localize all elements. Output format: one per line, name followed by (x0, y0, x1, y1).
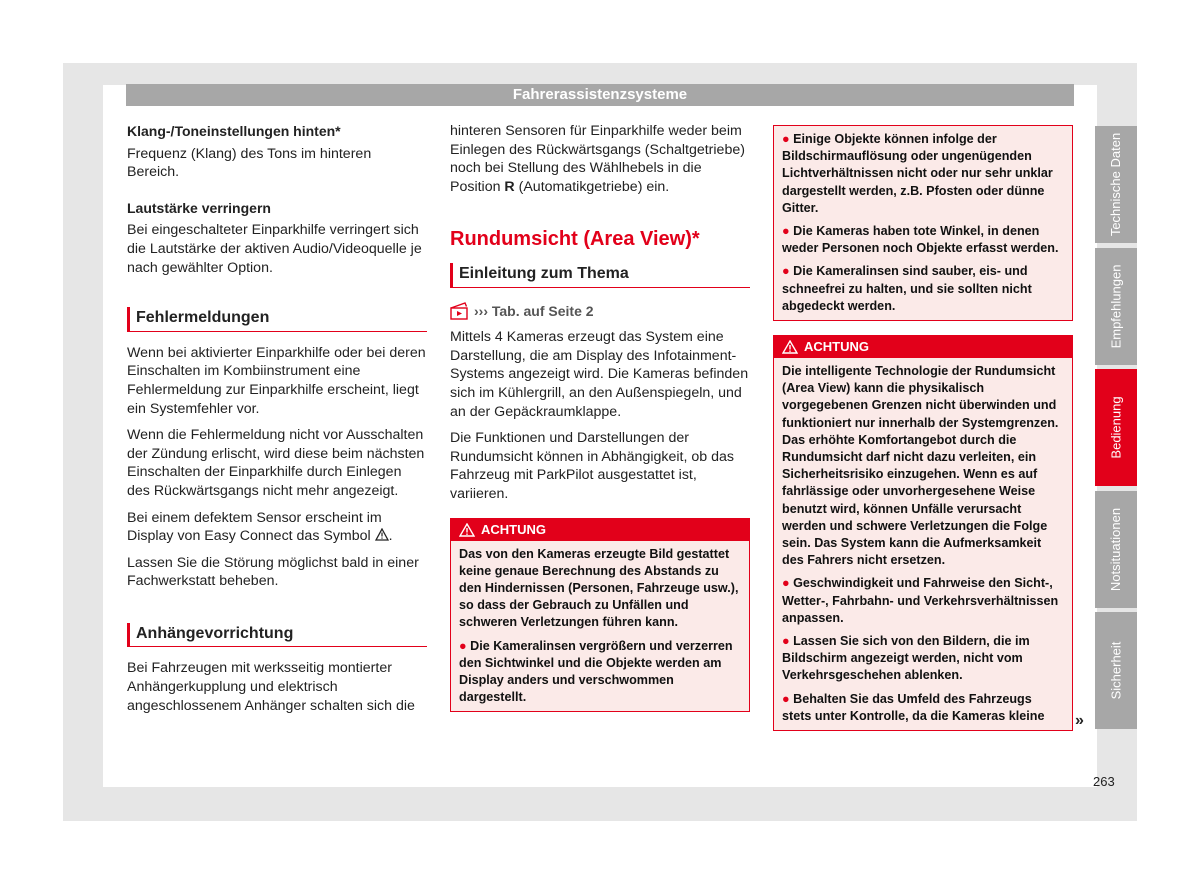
side-tab-bedienung[interactable] (1095, 369, 1137, 486)
subheading-lautstaerke: Lautstärke verringern (127, 199, 271, 216)
paragraph: Frequenz (Klang) des Tons im hinteren Bereich. (127, 145, 372, 181)
section-heading-fehlermeldungen: Fehlermeldungen (127, 307, 427, 332)
warning-bullet (782, 691, 1064, 725)
bullet-icon: ● (782, 264, 790, 279)
bullet-icon: ● (782, 634, 790, 649)
paragraph (450, 122, 750, 196)
paragraph: Mittels 4 Kameras erzeugt das System eine Darstellung, die am Display des Infotainment-Systems angezeigt wird. Die Kameras befinden sich im Kühlergrill, an den Außenspiegeln, und an der Gepäckraumklappe. (450, 329, 749, 420)
main-heading: Rundumsicht (Area View)* (450, 228, 700, 251)
warning-box (450, 518, 750, 713)
bullet-icon: ● (782, 691, 790, 706)
warning-bullet-text: Geschwindigkeit und Fahrweise den Sicht-, Wetter-, Fahrbahn- und Verkehrsverhältnissen anpassen. (782, 576, 1059, 625)
paragraph (127, 509, 427, 546)
warning-text: Das von den Kameras erzeugte Bild gestattet keine genaue Berechnung des Abstands zu den Hindernissen (Personen, Fahrzeuge usw.), so dass der Gebrauch zu Unfällen und schweren Verletzungen führen kann. (459, 546, 739, 630)
warning-bullet (782, 131, 1064, 217)
bullet-icon: ● (459, 638, 467, 653)
table-reference-link[interactable]: ››› Tab. auf Seite 2 (474, 302, 594, 319)
warning-icon (782, 340, 798, 354)
paragraph-text: Bei einem defektem Sensor erscheint im Display von Easy Connect das Symbol (127, 509, 382, 545)
side-tab-technische-daten[interactable] (1095, 126, 1137, 243)
warning-bullet (782, 575, 1064, 627)
paragraph-text: hinteren Sensoren für Einparkhilfe weder beim Einlegen des Rückwärtsgangs (Schaltgetriebe) noch bei Stellung des Wählhebels in die Position (450, 123, 745, 195)
warning-bullet (459, 638, 741, 707)
paragraph: Bei Fahrzeugen mit werksseitig montierter Anhängerkupplung und elektrisch angeschlossenem Anhänger schalten sich die (127, 660, 415, 714)
paragraph-text-end: . (388, 528, 393, 545)
warning-header (774, 336, 1072, 358)
subheading-klang: Klang-/Toneinstellungen hinten* (127, 123, 341, 139)
warning-bullet (782, 223, 1064, 257)
warning-continuation-box (773, 125, 1073, 321)
side-tab-label: Technische Daten (1108, 132, 1124, 237)
warning-bullet-text: Lassen Sie sich von den Bildern, die im Bildschirm angezeigt werden, nicht vom Verkehrsgeschehen ablenken. (782, 634, 1030, 683)
column-1 (127, 122, 427, 723)
continue-mark: » (1075, 712, 1084, 729)
section-heading-anhaengevorrichtung: Anhängevorrichtung (127, 623, 427, 648)
side-tab-sicherheit[interactable] (1095, 612, 1137, 729)
table-reference[interactable] (450, 302, 750, 321)
page-number: 263 (1093, 774, 1115, 789)
gear-position: R (504, 178, 515, 195)
column-3 (773, 125, 1073, 731)
side-tab-label: Notsituationen (1108, 507, 1124, 592)
bullet-icon: ● (782, 132, 790, 146)
warning-text: Die intelligente Technologie der Rundumsicht (Area View) kann die physikalisch vorgegebenen Grenzen nicht überwinden und funktioniert nur innerhalb der Systemgrenzen. Das erhöhte Komfortangebot durch die Rundumsicht darf nicht dazu verleiten, ein Sicherheitsrisiko einzugehen. Wenn es auf fahrlässige oder unvorhergesehene Weise benutzt wird, können Unfälle verursacht werden und schwere Verletzungen die Folge sein. Das System kann die Aufmerksamkeit des Fahrers nicht ersetzen. (782, 364, 1059, 568)
chapter-header: Fahrerassistenzsysteme (126, 84, 1074, 106)
warning-body (774, 126, 1072, 320)
side-tab-empfehlungen[interactable] (1095, 248, 1137, 365)
warning-bullet-text: Die Kameralinsen vergrößern und verzerren den Sichtwinkel und die Objekte werden am Display anders und verschwommen dargestellt. (459, 638, 733, 705)
paragraph: Wenn die Fehlermeldung nicht vor Ausschalten der Zündung erlischt, wird diese beim nächsten Einschalten der Einparkhilfe durch Einlegen des Rückwärtsgangs nicht mehr angezeigt. (127, 427, 425, 499)
side-tab-notsituationen[interactable] (1095, 491, 1137, 608)
bullet-icon: ● (782, 576, 790, 591)
paragraph: Wenn bei aktivierter Einparkhilfe oder bei deren Einschalten im Kombiinstrument eine Fehlermeldung zur Einparkhilfe erscheint, liegt ein Systemfehler vor. (127, 344, 426, 417)
warning-title: ACHTUNG (804, 339, 869, 355)
warning-bullet-text: Die Kameras haben tote Winkel, in denen weder Personen noch Objekte erfasst werden. (782, 224, 1059, 256)
warning-body (774, 358, 1072, 730)
warning-icon (459, 523, 475, 537)
side-tab-label: Bedienung (1108, 396, 1124, 459)
warning-triangle-icon (375, 528, 389, 541)
warning-header (451, 519, 749, 541)
warning-bullet-text: Behalten Sie das Umfeld des Fahrzeugs stets unter Kontrolle, da die Kameras kleine (782, 691, 1045, 723)
warning-bullet (782, 633, 1064, 685)
side-tab-label: Empfehlungen (1108, 264, 1124, 349)
warning-title: ACHTUNG (481, 521, 546, 537)
video-clapper-icon (450, 302, 470, 320)
paragraph: Lassen Sie die Störung möglichst bald in einer Fachwerkstatt beheben. (127, 554, 419, 590)
warning-bullet-text: Die Kameralinsen sind sauber, eis- und schneefrei zu halten, und sie sollten nicht abgedeckt werden. (782, 264, 1032, 313)
column-2 (450, 122, 750, 712)
paragraph-text: (Automatikgetriebe) ein. (514, 178, 670, 195)
warning-bullet-text: Einige Objekte können infolge der Bildschirmauflösung oder ungenügenden Lichtverhältnissen nicht oder nur sehr unklar dargestellt werden, z.B. Pfosten oder dünne Gitter. (782, 132, 1053, 215)
paragraph: Die Funktionen und Darstellungen der Rundumsicht können in Abhängigkeit, ob das Fahrzeug mit ParkPilot ausgestattet ist, variieren. (450, 430, 734, 502)
paragraph: Bei eingeschalteter Einparkhilfe verringert sich die Lautstärke der aktiven Audio/Videoquelle je nach gewählter Option. (127, 222, 422, 276)
side-tab-label: Sicherheit (1108, 641, 1124, 700)
section-heading-einleitung: Einleitung zum Thema (450, 263, 750, 288)
warning-bullet (782, 263, 1064, 315)
bullet-icon: ● (782, 224, 790, 239)
warning-box (773, 335, 1073, 731)
warning-body (451, 541, 749, 712)
